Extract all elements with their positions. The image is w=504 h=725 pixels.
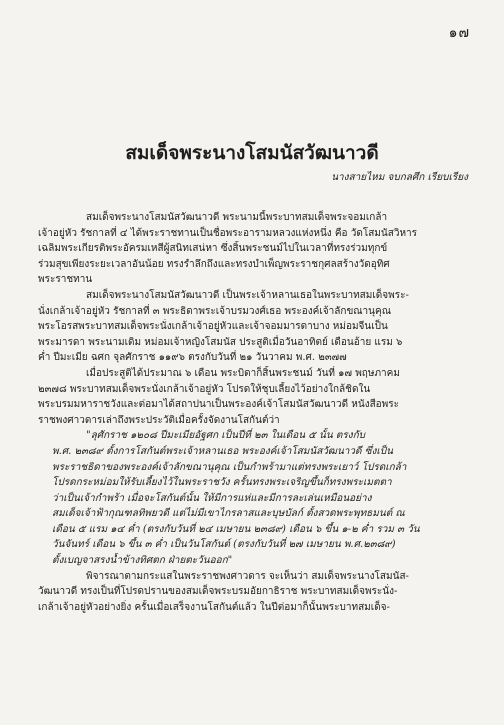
- text-line: นั่งเกล้าเจ้าอยู่หัว รัชกาลที่ ๓ พระธิดาพระเจ้าบรมวงศ์เธอ พระองค์เจ้าลักขณานุคุณ: [38, 305, 391, 317]
- text-line: ค่ำ ปีมะเมีย ฉศก จุลศักราช ๑๑๙๖ ตรงกับวันที่ ๒๑ วันวาคม พ.ศ. ๒๓๗๗: [38, 352, 347, 364]
- text-line: สมเด็จพระนางโสมนัสวัฒนาวดี เป็นพระเจ้าหลานเธอในพระบาทสมเด็จพระ-: [86, 289, 409, 301]
- article-body: [38, 210, 466, 615]
- quote-line: ว่าเป็นเจ้ากำพร้า เมื่อจะโสกันต์นั้น ให้มีการแห่และมีการละเล่นเหมือนอย่าง: [52, 492, 372, 504]
- page-title: สมเด็จพระนางโสมนัสวัฒนาวดี: [125, 142, 379, 164]
- quote-line: วันจันทร์ เดือน ๖ ขึ้น ๓ ค่ำ เป็นวันโสกันต์ (ตรงกับวันที่ ๒๗ เมษายน พ.ศ.๒๓๘๙): [52, 539, 396, 551]
- text-line: พิจารณาตามกระแสในพระราชพงศาวดาร จะเห็นว่า สมเด็จพระนางโสมนัส-: [86, 570, 409, 582]
- text-line: เมื่อประสูติได้ประมาณ ๖ เดือน พระบิดาก็สิ้นพระชนม์ วันที่ ๑๗ พฤษภาคม: [86, 367, 400, 379]
- text-line: ร่วมสุขเพียงระยะเวลาอันน้อย ทรงรำลึกถึงและทรงบำเพ็ญพระราชกุศลสร้างวัดอุทิศ: [38, 258, 390, 270]
- quote-line: โปรดกระหม่อมให้รับเลี้ยงไว้ในพระราชวัง ครั้นทรงพระเจริญขึ้นก็ทรงพระเมตตา: [52, 477, 392, 489]
- chronicle-quote: [38, 428, 466, 568]
- author-credit: นางสายไหม จบกลศึก เรียบเรียง: [331, 172, 468, 183]
- text-line: พระมารดา พระนามเดิม หม่อมเจ้าหญิงโสมนัส ประสูติเมื่อวันอาทิตย์ เดือนอ้าย แรม ๖: [38, 336, 403, 348]
- paragraph-3: [38, 366, 466, 428]
- text-line: เฉลิมพระเกียรติพระอัครมเหสีผู้สนิทเสน่หา ซึ่งสิ้นพระชนม์ไปในเวลาที่ทรงร่วมทุกข์: [38, 243, 388, 255]
- text-line: พระบรมมหาราชวังและต่อมาได้สถาปนาเป็นพระองค์เจ้าโสมนัสวัฒนาวดี หนังสือพระ: [38, 399, 400, 411]
- quote-line: สมเด็จเจ้าฟ้ากุณฑลทิพยวดี แต่ไม่มีเขาไกรลาสและบุษบัลก์ ตั้งสวดพระพุทธมนต์ ณ: [52, 508, 405, 520]
- text-line: พระราชทาน: [38, 274, 93, 286]
- text-line: ๒๓๗๘ พระบาทสมเด็จพระนั่งเกล้าเจ้าอยู่หัว โปรดให้ชุบเลี้ยงไว้อย่างใกล้ชิดใน: [38, 383, 371, 395]
- text-line: พระโอรสพระบาทสมเด็จพระนั่งเกล้าเจ้าอยู่หัวและเจ้าจอมมารดาบาง หม่อมจีนเป็น: [38, 321, 388, 333]
- quote-line: ตั้งเบญจาสรงน้ำข้างทิศตก ฝ่ายตะวันออก": [52, 555, 233, 567]
- quote-line: พระราชธิดาของพระองค์เจ้าลักขณานุคุณ เป็นกำพร้ามาแต่ทรงพระเยาว์ โปรดเกล้า: [52, 461, 407, 473]
- text-line: วัฒนาวดี ทรงเป็นที่โปรดปรานของสมเด็จพระบรมอัยกาธิราช พระบาทสมเด็จพระนั่ง-: [38, 586, 398, 598]
- paragraph-5: [38, 569, 466, 616]
- quote-line: "ลุศักราช ๑๒๐๘ ปีมะเมียอัฐศก เป็นปีที่ ๒๓ ในเดือน ๕ นั้น ตรงกับ: [86, 430, 366, 442]
- quote-line: เดือน ๕ แรม ๑๔ ค่ำ (ตรงกับวันที่ ๒๔ เมษายน ๒๓๘๙) เดือน ๖ ขึ้น ๑-๒ ค่ำ รวม ๓ วัน: [52, 523, 420, 535]
- page-number: ๑๗: [448, 25, 470, 41]
- quote-line: พ.ศ. ๒๓๘๙ ตั้งการโสกันต์พระเจ้าหลานเธอ พระองค์เจ้าโสมนัสวัฒนาวดี ซึ่งเป็น: [52, 445, 393, 457]
- text-line: เจ้าอยู่หัว รัชกาลที่ ๔ ได้พระราชทานเป็นชื่อพระอารามหลวงแห่งหนึ่ง คือ วัดโสมนัสวิหาร: [38, 227, 418, 239]
- text-line: สมเด็จพระนางโสมนัสวัฒนาวดี พระนามนี้พระบาทสมเด็จพระจอมเกล้า: [86, 212, 388, 223]
- paragraph-1: [38, 210, 466, 288]
- paragraph-2: [38, 288, 466, 366]
- text-line: เกล้าเจ้าอยู่หัวอย่างยิ่ง ครั้นเมื่อเสร็จงานโสกันต์แล้ว ในปีต่อมาก็นั้นพระบาทสมเด็จ-: [38, 601, 390, 613]
- text-line: ราชพงศาวดารเล่าถึงพระประวัติเมื่อครั้งจัดงานโสกันต์ว่า: [38, 414, 280, 426]
